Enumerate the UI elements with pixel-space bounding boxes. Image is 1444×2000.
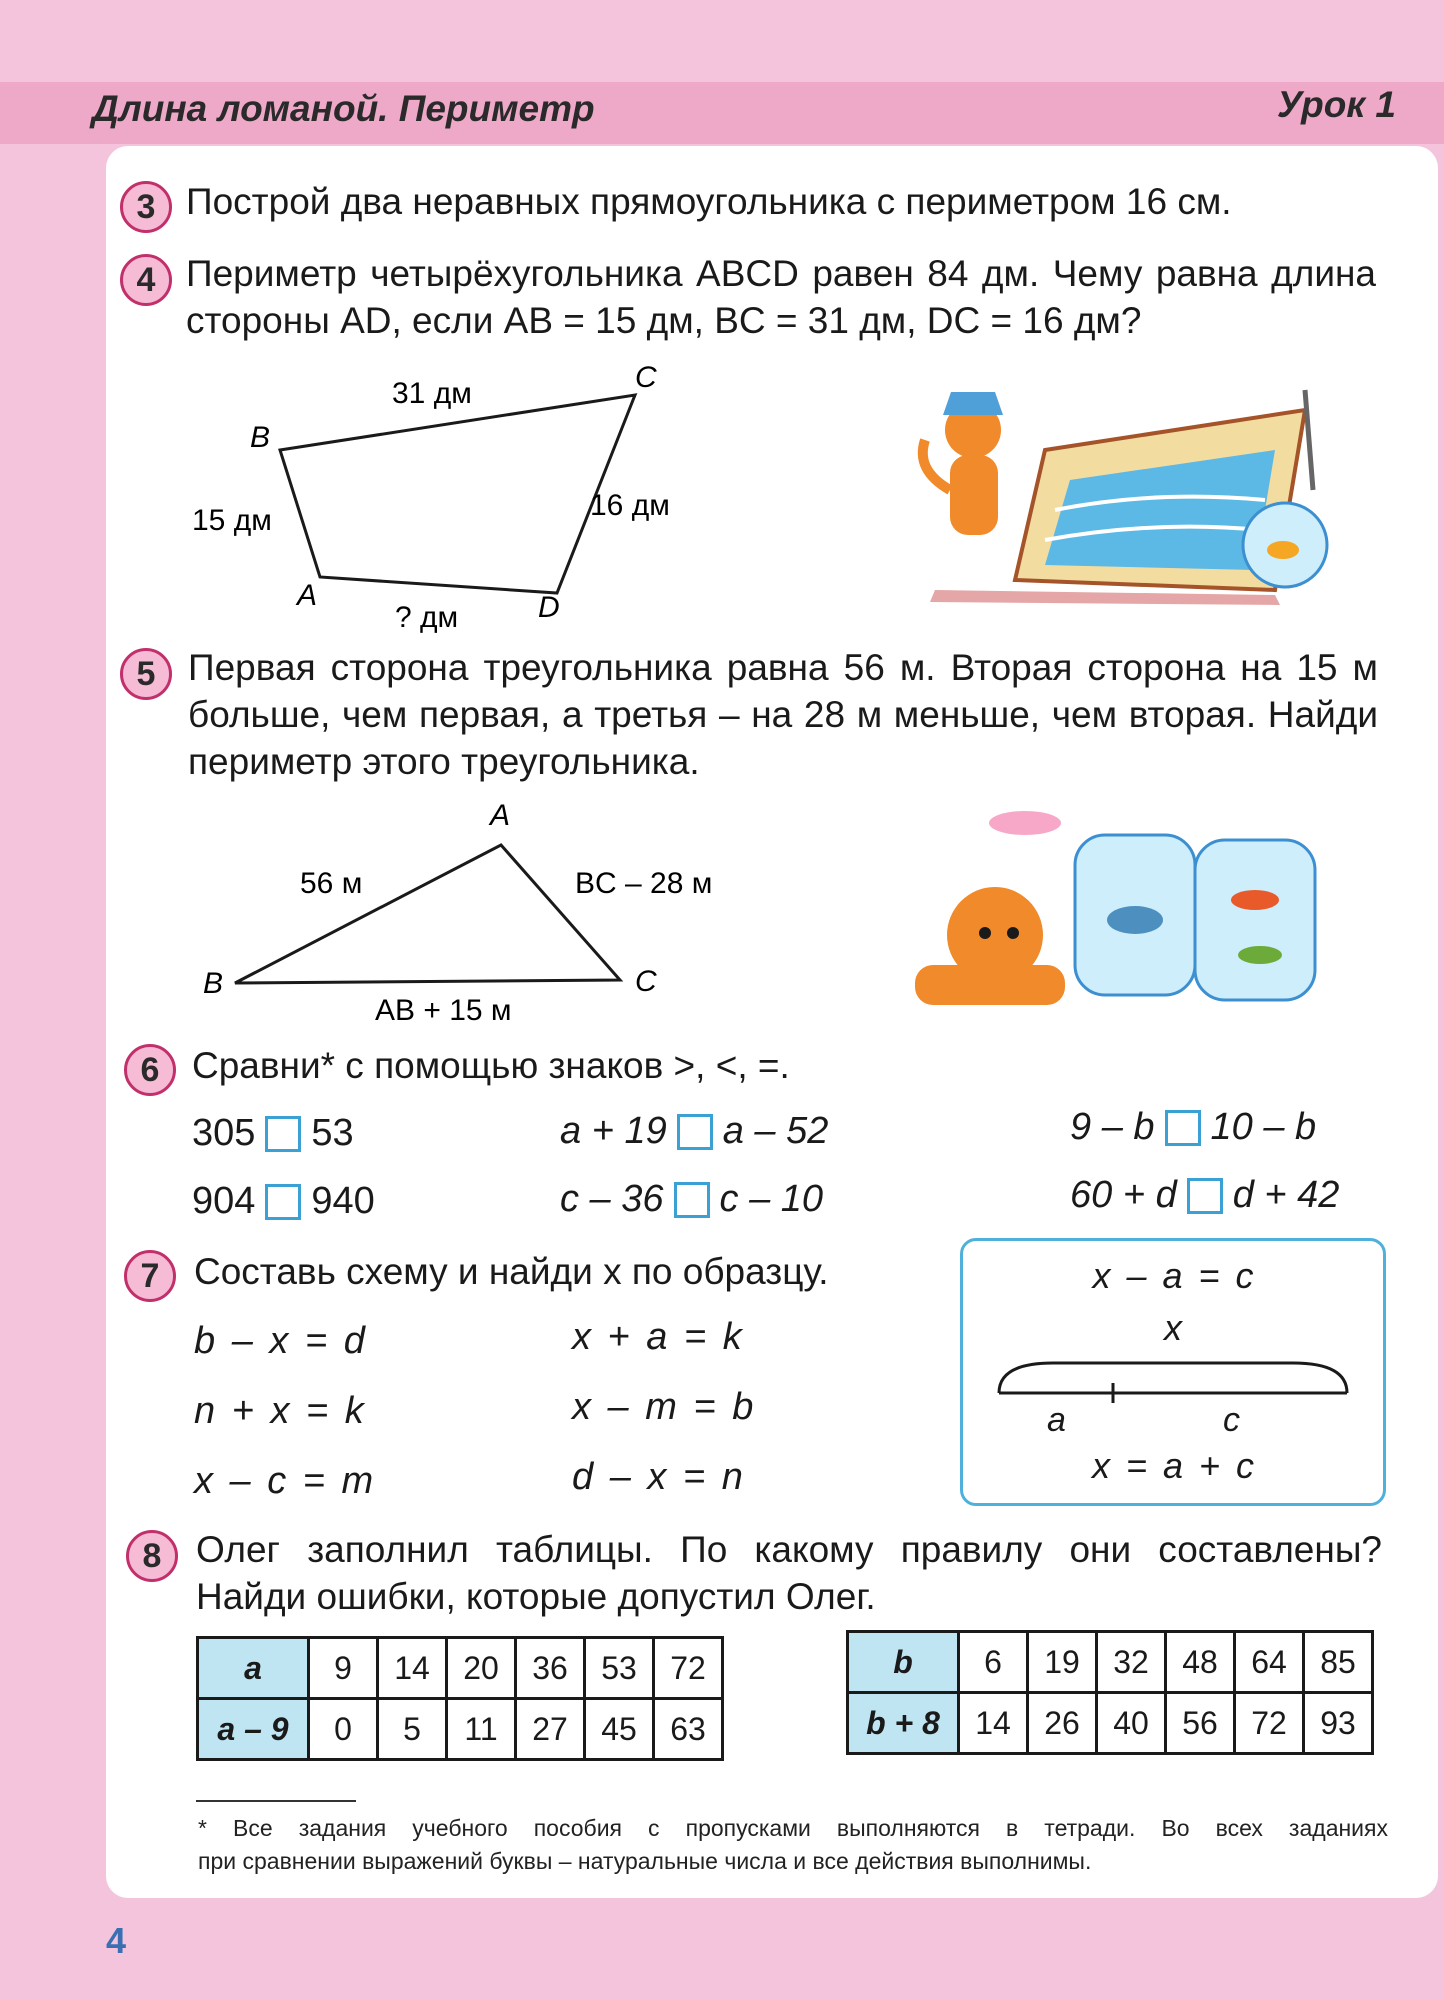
side-dc-label: 16 дм	[590, 489, 670, 522]
compare-item	[1070, 1174, 1339, 1217]
equation: x – m = b	[572, 1386, 754, 1428]
compare-item	[560, 1110, 828, 1153]
table-cell: 11	[447, 1699, 516, 1760]
footnote	[198, 1812, 1388, 1878]
vertex-c-label: C	[635, 361, 657, 394]
table-cell: 14	[378, 1638, 447, 1699]
task-3-text: Построй два неравных прямоугольника с периметром 16 см.	[186, 181, 1232, 222]
triangle-shape	[235, 845, 620, 983]
task-4-number: 4	[120, 254, 172, 306]
table-cell: 6	[959, 1632, 1028, 1693]
vertex-b-label: B	[250, 421, 271, 454]
lesson-label: Урок 1	[1277, 84, 1396, 125]
table-cell: 40	[1097, 1693, 1166, 1754]
side-bc-label: 31 дм	[392, 377, 472, 410]
table-cell: 32	[1097, 1632, 1166, 1693]
table-cell: 63	[654, 1699, 723, 1760]
compare-answer-box[interactable]	[1165, 1110, 1201, 1146]
table-cell: 5	[378, 1699, 447, 1760]
sample-c-label: c	[1223, 1401, 1240, 1439]
compare-left: a + 19	[560, 1110, 667, 1152]
task-5-number: 5	[120, 648, 172, 700]
table-row	[848, 1693, 1373, 1754]
table-cell: 20	[447, 1638, 516, 1699]
table-row	[848, 1632, 1373, 1693]
equation: x + a = k	[572, 1316, 742, 1358]
triangle-vertex-c: C	[635, 965, 657, 998]
sample-scheme	[993, 1349, 1353, 1409]
task-6-title: Сравни* с помощью знаков >, <, =.	[192, 1045, 790, 1086]
page-title: Длина ломаной. Периметр	[92, 88, 595, 129]
table-head-cell: a	[198, 1638, 309, 1699]
footnote-divider	[196, 1800, 356, 1802]
equation: n + x = k	[194, 1390, 364, 1432]
triangle-side-ab: 56 м	[300, 867, 363, 900]
table-head-cell: b	[848, 1632, 959, 1693]
rule-table-b	[846, 1630, 1374, 1755]
compare-answer-box[interactable]	[265, 1184, 301, 1220]
table-cell: 45	[585, 1699, 654, 1760]
triangle-vertex-a: A	[490, 799, 511, 832]
triangle-side-bc: AB + 15 м	[375, 994, 512, 1027]
table-cell: 72	[654, 1638, 723, 1699]
table-cell: 9	[309, 1638, 378, 1699]
compare-left: 9 – b	[1070, 1106, 1155, 1148]
compare-answer-box[interactable]	[265, 1116, 301, 1152]
compare-right: d + 42	[1232, 1174, 1340, 1216]
cat-sandbox-illustration	[895, 370, 1375, 620]
task-5-text: Первая сторона треугольника равна 56 м. Вторая сторона на 15 м больше, чем первая, а третья – на 28 м меньше, чем вторая. Найди периметр этого треугольника.	[188, 647, 1378, 782]
compare-left: c – 36	[560, 1178, 664, 1220]
compare-right: a – 52	[722, 1110, 829, 1152]
sample-a-label: a	[1047, 1401, 1066, 1439]
page-number: 4	[106, 1920, 127, 1961]
table-cell: 19	[1028, 1632, 1097, 1693]
table-cell: 72	[1235, 1693, 1304, 1754]
vertex-d-label: D	[538, 591, 560, 624]
table-cell: 14	[959, 1693, 1028, 1754]
footnote-line-2: при сравнении выражений буквы – натуральные числа и все действия выполнимы.	[198, 1848, 1092, 1874]
triangle-vertex-b: B	[203, 967, 224, 1000]
compare-right: 10 – b	[1210, 1106, 1317, 1148]
table-cell: 56	[1166, 1693, 1235, 1754]
quadrilateral-figure	[180, 355, 720, 645]
table-cell: 36	[516, 1638, 585, 1699]
sample-solution: x = a + c	[1091, 1445, 1255, 1486]
table-head-cell: b + 8	[848, 1693, 959, 1754]
table-cell: 27	[516, 1699, 585, 1760]
compare-item	[192, 1180, 375, 1223]
equation: d – x = n	[572, 1456, 743, 1498]
side-ad-label: ? дм	[395, 601, 459, 634]
task-6-number: 6	[124, 1044, 176, 1096]
sample-equation: x – a = c	[1092, 1255, 1254, 1296]
table-cell: 0	[309, 1699, 378, 1760]
sample-box	[960, 1238, 1386, 1506]
rule-table-a	[196, 1636, 724, 1761]
table-head-cell: a – 9	[198, 1699, 309, 1760]
compare-left: 904	[192, 1180, 256, 1222]
triangle-side-ac: BC – 28 м	[575, 867, 713, 900]
task-3-number: 3	[120, 181, 172, 233]
compare-answer-box[interactable]	[677, 1114, 713, 1150]
task-8-number: 8	[126, 1530, 178, 1582]
task-4-text: Периметр четырёхугольника ABCD равен 84 дм. Чему равна длина стороны AD, если AB = 15 дм, BC = 31 дм, DC = 16 дм?	[186, 253, 1376, 341]
compare-item	[560, 1178, 823, 1221]
table-row	[198, 1638, 723, 1699]
table-cell: 53	[585, 1638, 654, 1699]
table-cell: 93	[1304, 1693, 1373, 1754]
table-cell: 64	[1235, 1632, 1304, 1693]
table-cell: 48	[1166, 1632, 1235, 1693]
task-7-title: Составь схему и найди x по образцу.	[194, 1251, 829, 1292]
cat-fishbowls-illustration	[905, 805, 1345, 1015]
table-row	[198, 1699, 723, 1760]
compare-left: 305	[192, 1112, 256, 1154]
compare-right: 53	[311, 1112, 354, 1154]
compare-item	[192, 1112, 354, 1155]
task-7-number: 7	[124, 1250, 176, 1302]
compare-item	[1070, 1106, 1316, 1149]
quadrilateral-shape	[280, 395, 635, 593]
compare-answer-box[interactable]	[1187, 1178, 1223, 1214]
compare-right: c – 10	[719, 1178, 824, 1220]
equation: x – c = m	[194, 1460, 374, 1502]
table-cell: 85	[1304, 1632, 1373, 1693]
vertex-a-label: A	[297, 579, 318, 612]
task-8-text: Олег заполнил таблицы. По какому правилу они составлены? Найди ошибки, которые допустил Олег.	[196, 1529, 1382, 1617]
compare-left: 60 + d	[1070, 1174, 1177, 1216]
sample-x-label: x	[1164, 1307, 1182, 1348]
table-cell: 26	[1028, 1693, 1097, 1754]
compare-right: 940	[311, 1180, 375, 1222]
triangle-figure	[195, 795, 755, 1035]
equation: b – x = d	[194, 1320, 365, 1362]
footnote-line-1: * Все задания учебного пособия с пропусками выполняются в тетради. Во всех заданиях	[198, 1815, 1388, 1841]
side-ab-label: 15 дм	[192, 504, 272, 537]
compare-answer-box[interactable]	[674, 1182, 710, 1218]
